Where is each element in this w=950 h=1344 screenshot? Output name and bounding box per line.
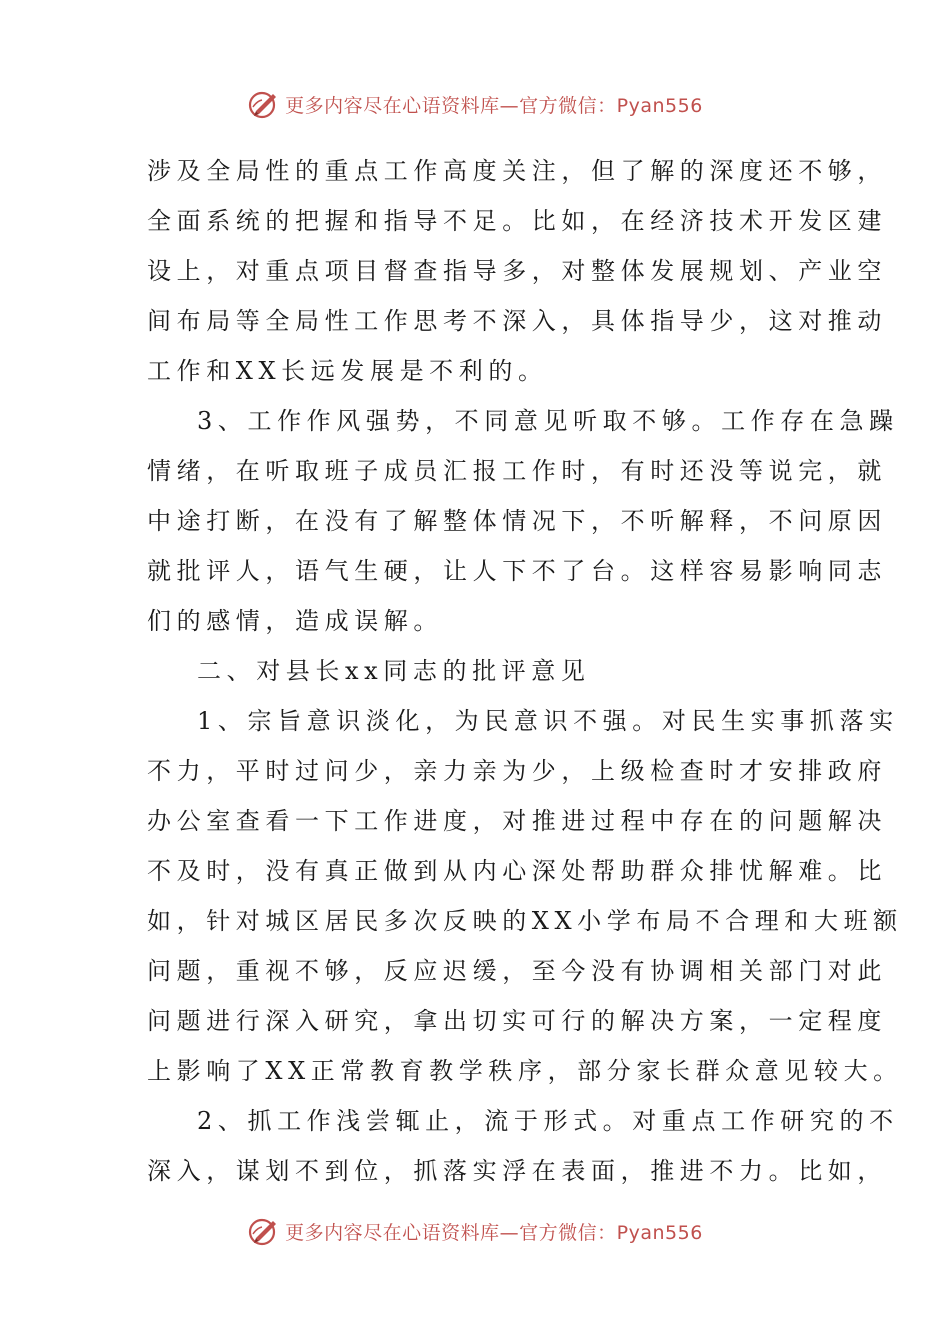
text-line: 情绪，在听取班子成员汇报工作时，有时还没等说完，就 [147,457,887,485]
text-line: 就批评人，语气生硬，让人下不了台。这样容易影响同志 [147,557,887,585]
text-line: 全面系统的把握和指导不足。比如，在经济技术开发区建 [147,207,887,235]
footer-watermark [0,1211,950,1251]
text-line: 间布局等全局性工作思考不深入，具体指导少，这对推动 [147,307,887,335]
text-line: 不力，平时过问少，亲力亲为少，上级检查时才安排政府 [147,757,887,785]
header-watermark [0,84,950,124]
section-heading: 二、对县长xx同志的批评意见 [197,657,591,685]
paragraph-start-line: 3、工作作风强势，不同意见听取不够。工作存在急躁 [197,407,899,435]
text-line: 们的感情，造成误解。 [147,607,443,635]
text-line: 问题，重视不够，反应迟缓，至今没有协调相关部门对此 [147,957,887,985]
text-line: 涉及全局性的重点工作高度关注，但了解的深度还不够， [147,157,887,185]
pen-logo-icon [247,87,281,121]
text-line: 深入，谋划不到位，抓落实浮在表面，推进不力。比如， [147,1157,887,1185]
text-line: 如，针对城区居民多次反映的XX小学布局不合理和大班额 [147,907,903,935]
pen-logo-icon [247,1214,281,1248]
text-line: 不及时，没有真正做到从内心深处帮助群众排忧解难。比 [147,857,887,885]
text-line: 问题进行深入研究，拿出切实可行的解决方案，一定程度 [147,1007,887,1035]
text-line: 上影响了XX正常教育教学秩序，部分家长群众意见较大。 [147,1057,903,1085]
text-line: 设上，对重点项目督查指导多，对整体发展规划、产业空 [147,257,887,285]
text-line: 工作和XX长远发展是不利的。 [147,357,548,385]
paragraph-start-line: 2、抓工作浅尝辄止，流于形式。对重点工作研究的不 [197,1107,899,1135]
text-line: 办公室查看一下工作进度，对推进过程中存在的问题解决 [147,807,887,835]
paragraph-start-line: 1、宗旨意识淡化，为民意识不强。对民生实事抓落实 [197,707,899,735]
text-line: 中途打断，在没有了解整体情况下，不听解释，不问原因 [147,507,887,535]
document-body [147,146,903,1196]
watermark-text: 更多内容尽在心语资料库—官方微信：Pyan556 [285,94,703,117]
watermark-text: 更多内容尽在心语资料库—官方微信：Pyan556 [285,1221,703,1244]
